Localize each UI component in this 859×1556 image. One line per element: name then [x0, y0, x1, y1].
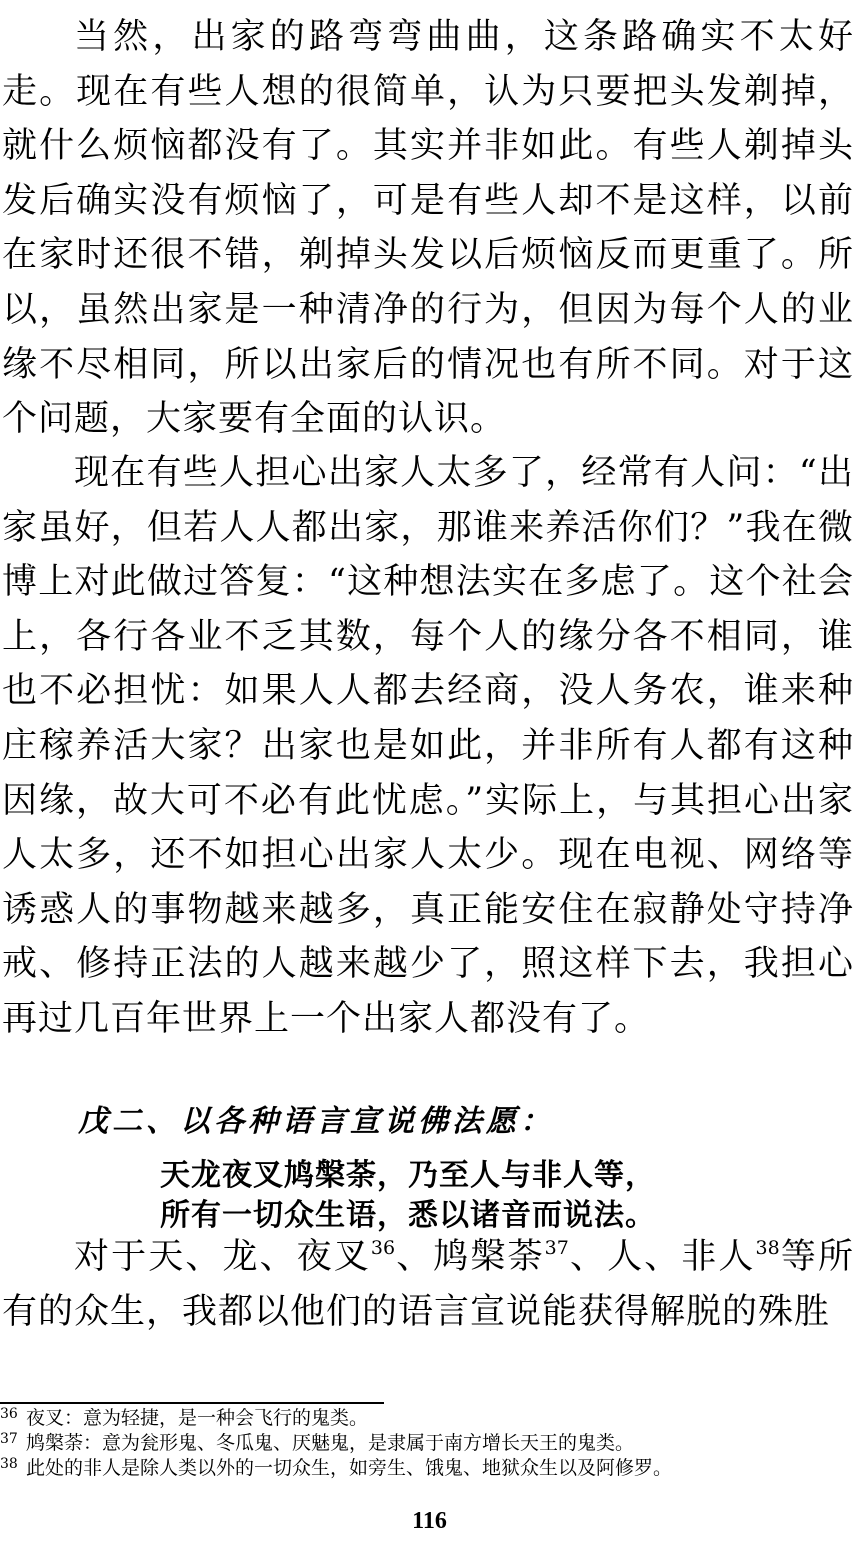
body-paragraph: 现在有些人担心出家人太多了，经常有人问：“出家虽好，但若人人都出家，那谁来养活你们？”我在微博上对此做过答复：“这种想法实在多虑了。这个社会上，各行各业不乏其数，每个人的缘分各不相同，谁也不必担忧：如果人人都去经商，没人务农，谁来种庄稼养活大家？出家也是如此，并非所有人都有这种因缘，故大可不必有此忧虑。”实际上，与其担心出家人太多，还不如担心出家人太少。现在电视、网络等诱惑人的事物越来越多，真正能安住在寂静处守持净戒、修持正法的人越来越少了，照这样下去，我担心再过几百年世界上一个出家人都没有了。 [2, 453, 854, 1039]
paragraph-text: 、鸠槃荼 [395, 1237, 545, 1277]
footnote-text: 鸠槃荼：意为瓮形鬼、冬瓜鬼、厌魅鬼，是隶属于南方增长天王的鬼类。 [26, 1432, 635, 1454]
paragraph-text: 对于天、龙、夜叉 [74, 1237, 371, 1277]
footnote-reference[interactable]: 36 [370, 1237, 396, 1259]
footnote [0, 1456, 859, 1481]
footnote-number: 36 [0, 1406, 18, 1422]
footnote-list [0, 1406, 859, 1481]
footnote-text: 此处的非人是除人类以外的一切众生，如旁生、饿鬼、地狱众生以及阿修罗。 [26, 1457, 673, 1479]
body-paragraph: 当然，出家的路弯弯曲曲，这条路确实不太好走。现在有些人想的很简单，认为只要把头发剃掉，就什么烦恼都没有了。其实并非如此。有些人剃掉头发后确实没有烦恼了，可是有些人却不是这样，以前在家时还很不错，剃掉头发以后烦恼反而更重了。所以，虽然出家是一种清净的行为，但因为每个人的业缘不尽相同，所以出家后的情况也有所不同。对于这个问题，大家要有全面的认识。 [2, 17, 854, 440]
footnote-reference[interactable]: 38 [755, 1237, 780, 1259]
footnote-divider [0, 1402, 384, 1404]
footnote [0, 1406, 859, 1431]
verse-line: 所有一切众生语，悉以诸音而说法。 [160, 1198, 656, 1233]
footnote-text: 夜叉：意为轻捷，是一种会飞行的鬼类。 [26, 1407, 369, 1429]
paragraph-text: 等所有的众生，我都以他们的语言宣说能获得解脱的殊胜 [2, 1237, 854, 1332]
verse-line: 天龙夜叉鸠槃荼，乃至人与非人等， [160, 1158, 656, 1193]
section-heading: 戊二、以各种语言宣说佛法愿： [78, 1104, 554, 1139]
footnote-number: 37 [0, 1431, 18, 1447]
footnote-reference[interactable]: 37 [544, 1237, 569, 1259]
body-paragraph [2, 1230, 854, 1339]
page-number: 116 [412, 1508, 447, 1534]
paragraph-text: 、人、非人 [568, 1237, 756, 1277]
footnote-number: 38 [0, 1456, 18, 1472]
footnote [0, 1431, 859, 1456]
